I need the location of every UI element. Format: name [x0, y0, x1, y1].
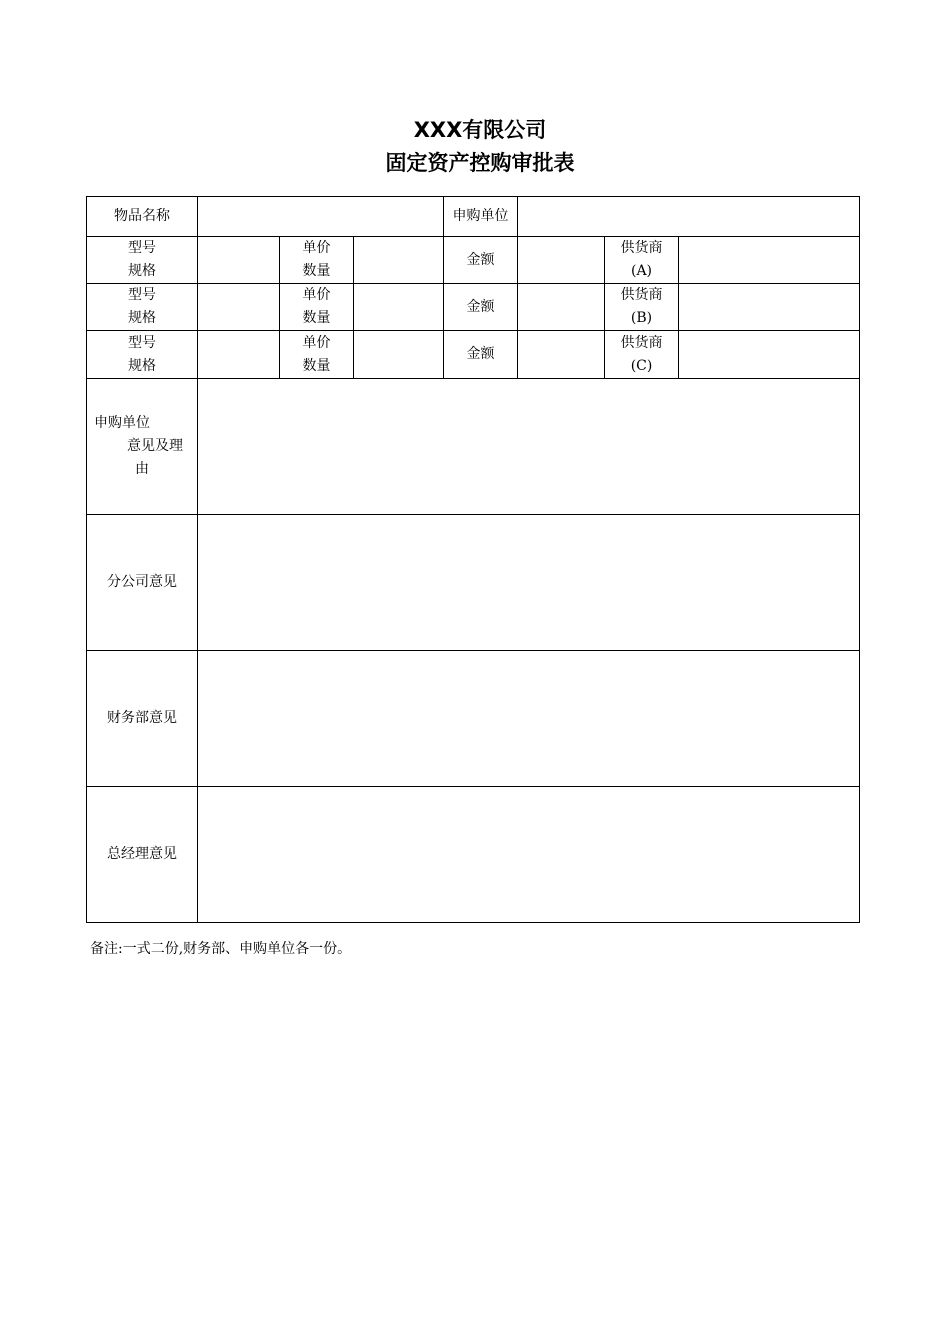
gm-opinion-field[interactable] — [198, 787, 860, 923]
applicant-dept-label: 申购单位 — [444, 197, 518, 237]
supplier-label — [605, 237, 679, 284]
spec-label: 规格 — [128, 310, 156, 326]
amount-label: 金额 — [444, 331, 518, 379]
price-qty-label — [280, 237, 354, 284]
price-qty-label — [280, 331, 354, 379]
reason-label-line1: 申购单位 — [94, 415, 150, 431]
finance-opinion-row — [87, 651, 860, 787]
supplier-label-text: 供货商 — [620, 287, 663, 303]
qty-label: 数量 — [302, 310, 331, 326]
price-label: 单价 — [302, 334, 331, 351]
branch-opinion-row — [87, 515, 860, 651]
gm-opinion-row — [87, 787, 860, 923]
price-qty-field-a[interactable] — [354, 237, 444, 284]
supplier-field-a[interactable] — [679, 237, 860, 284]
branch-opinion-label: 分公司意见 — [87, 515, 198, 651]
model-label: 型号 — [128, 334, 156, 351]
form-title: 固定资产控购审批表 — [385, 151, 575, 175]
qty-label: 数量 — [302, 357, 331, 374]
price-qty-field-b[interactable] — [354, 284, 444, 331]
company-name: XXX有限公司 — [413, 118, 547, 142]
supplier-code: (B) — [630, 310, 653, 326]
supplier-row-c — [87, 331, 860, 379]
reason-row — [87, 379, 860, 515]
model-spec-field-c[interactable] — [198, 331, 280, 379]
reason-label — [87, 379, 198, 515]
amount-label: 金额 — [444, 237, 518, 284]
reason-label-line3: 由 — [135, 461, 149, 477]
item-name-label: 物品名称 — [87, 197, 198, 237]
amount-field-b[interactable] — [518, 284, 605, 331]
supplier-code: (A) — [630, 263, 653, 279]
reason-field[interactable] — [198, 379, 860, 515]
supplier-label — [605, 284, 679, 331]
supplier-label-text: 供货商 — [620, 334, 663, 351]
model-spec-label — [87, 331, 198, 379]
item-name-row — [87, 197, 860, 237]
supplier-field-b[interactable] — [679, 284, 860, 331]
model-spec-field-a[interactable] — [198, 237, 280, 284]
supplier-label — [605, 331, 679, 379]
branch-opinion-field[interactable] — [198, 515, 860, 651]
model-spec-field-b[interactable] — [198, 284, 280, 331]
amount-label: 金额 — [444, 284, 518, 331]
spec-label: 规格 — [128, 357, 156, 374]
supplier-field-c[interactable] — [679, 331, 860, 379]
spec-label: 规格 — [128, 263, 156, 279]
gm-opinion-label: 总经理意见 — [87, 787, 198, 923]
finance-opinion-label: 财务部意见 — [87, 651, 198, 787]
finance-opinion-field[interactable] — [198, 651, 860, 787]
qty-label: 数量 — [302, 263, 331, 279]
model-spec-label — [87, 237, 198, 284]
price-label: 单价 — [302, 240, 331, 256]
model-label: 型号 — [128, 240, 156, 256]
amount-field-a[interactable] — [518, 237, 605, 284]
price-qty-label — [280, 284, 354, 331]
approval-form-table — [86, 196, 860, 923]
supplier-label-text: 供货商 — [620, 240, 663, 256]
supplier-row-a — [87, 237, 860, 284]
model-label: 型号 — [128, 287, 156, 303]
price-label: 单价 — [302, 287, 331, 303]
supplier-code: (C) — [630, 357, 653, 374]
model-spec-label — [87, 284, 198, 331]
price-qty-field-c[interactable] — [354, 331, 444, 379]
item-name-field[interactable] — [198, 197, 444, 237]
form-header — [0, 114, 950, 180]
amount-field-c[interactable] — [518, 331, 605, 379]
applicant-dept-field[interactable] — [518, 197, 860, 237]
reason-label-line2: 意见及理 — [127, 438, 183, 454]
supplier-row-b — [87, 284, 860, 331]
footer-note: 备注:一式二份,财务部、申购单位各一份。 — [90, 941, 352, 957]
